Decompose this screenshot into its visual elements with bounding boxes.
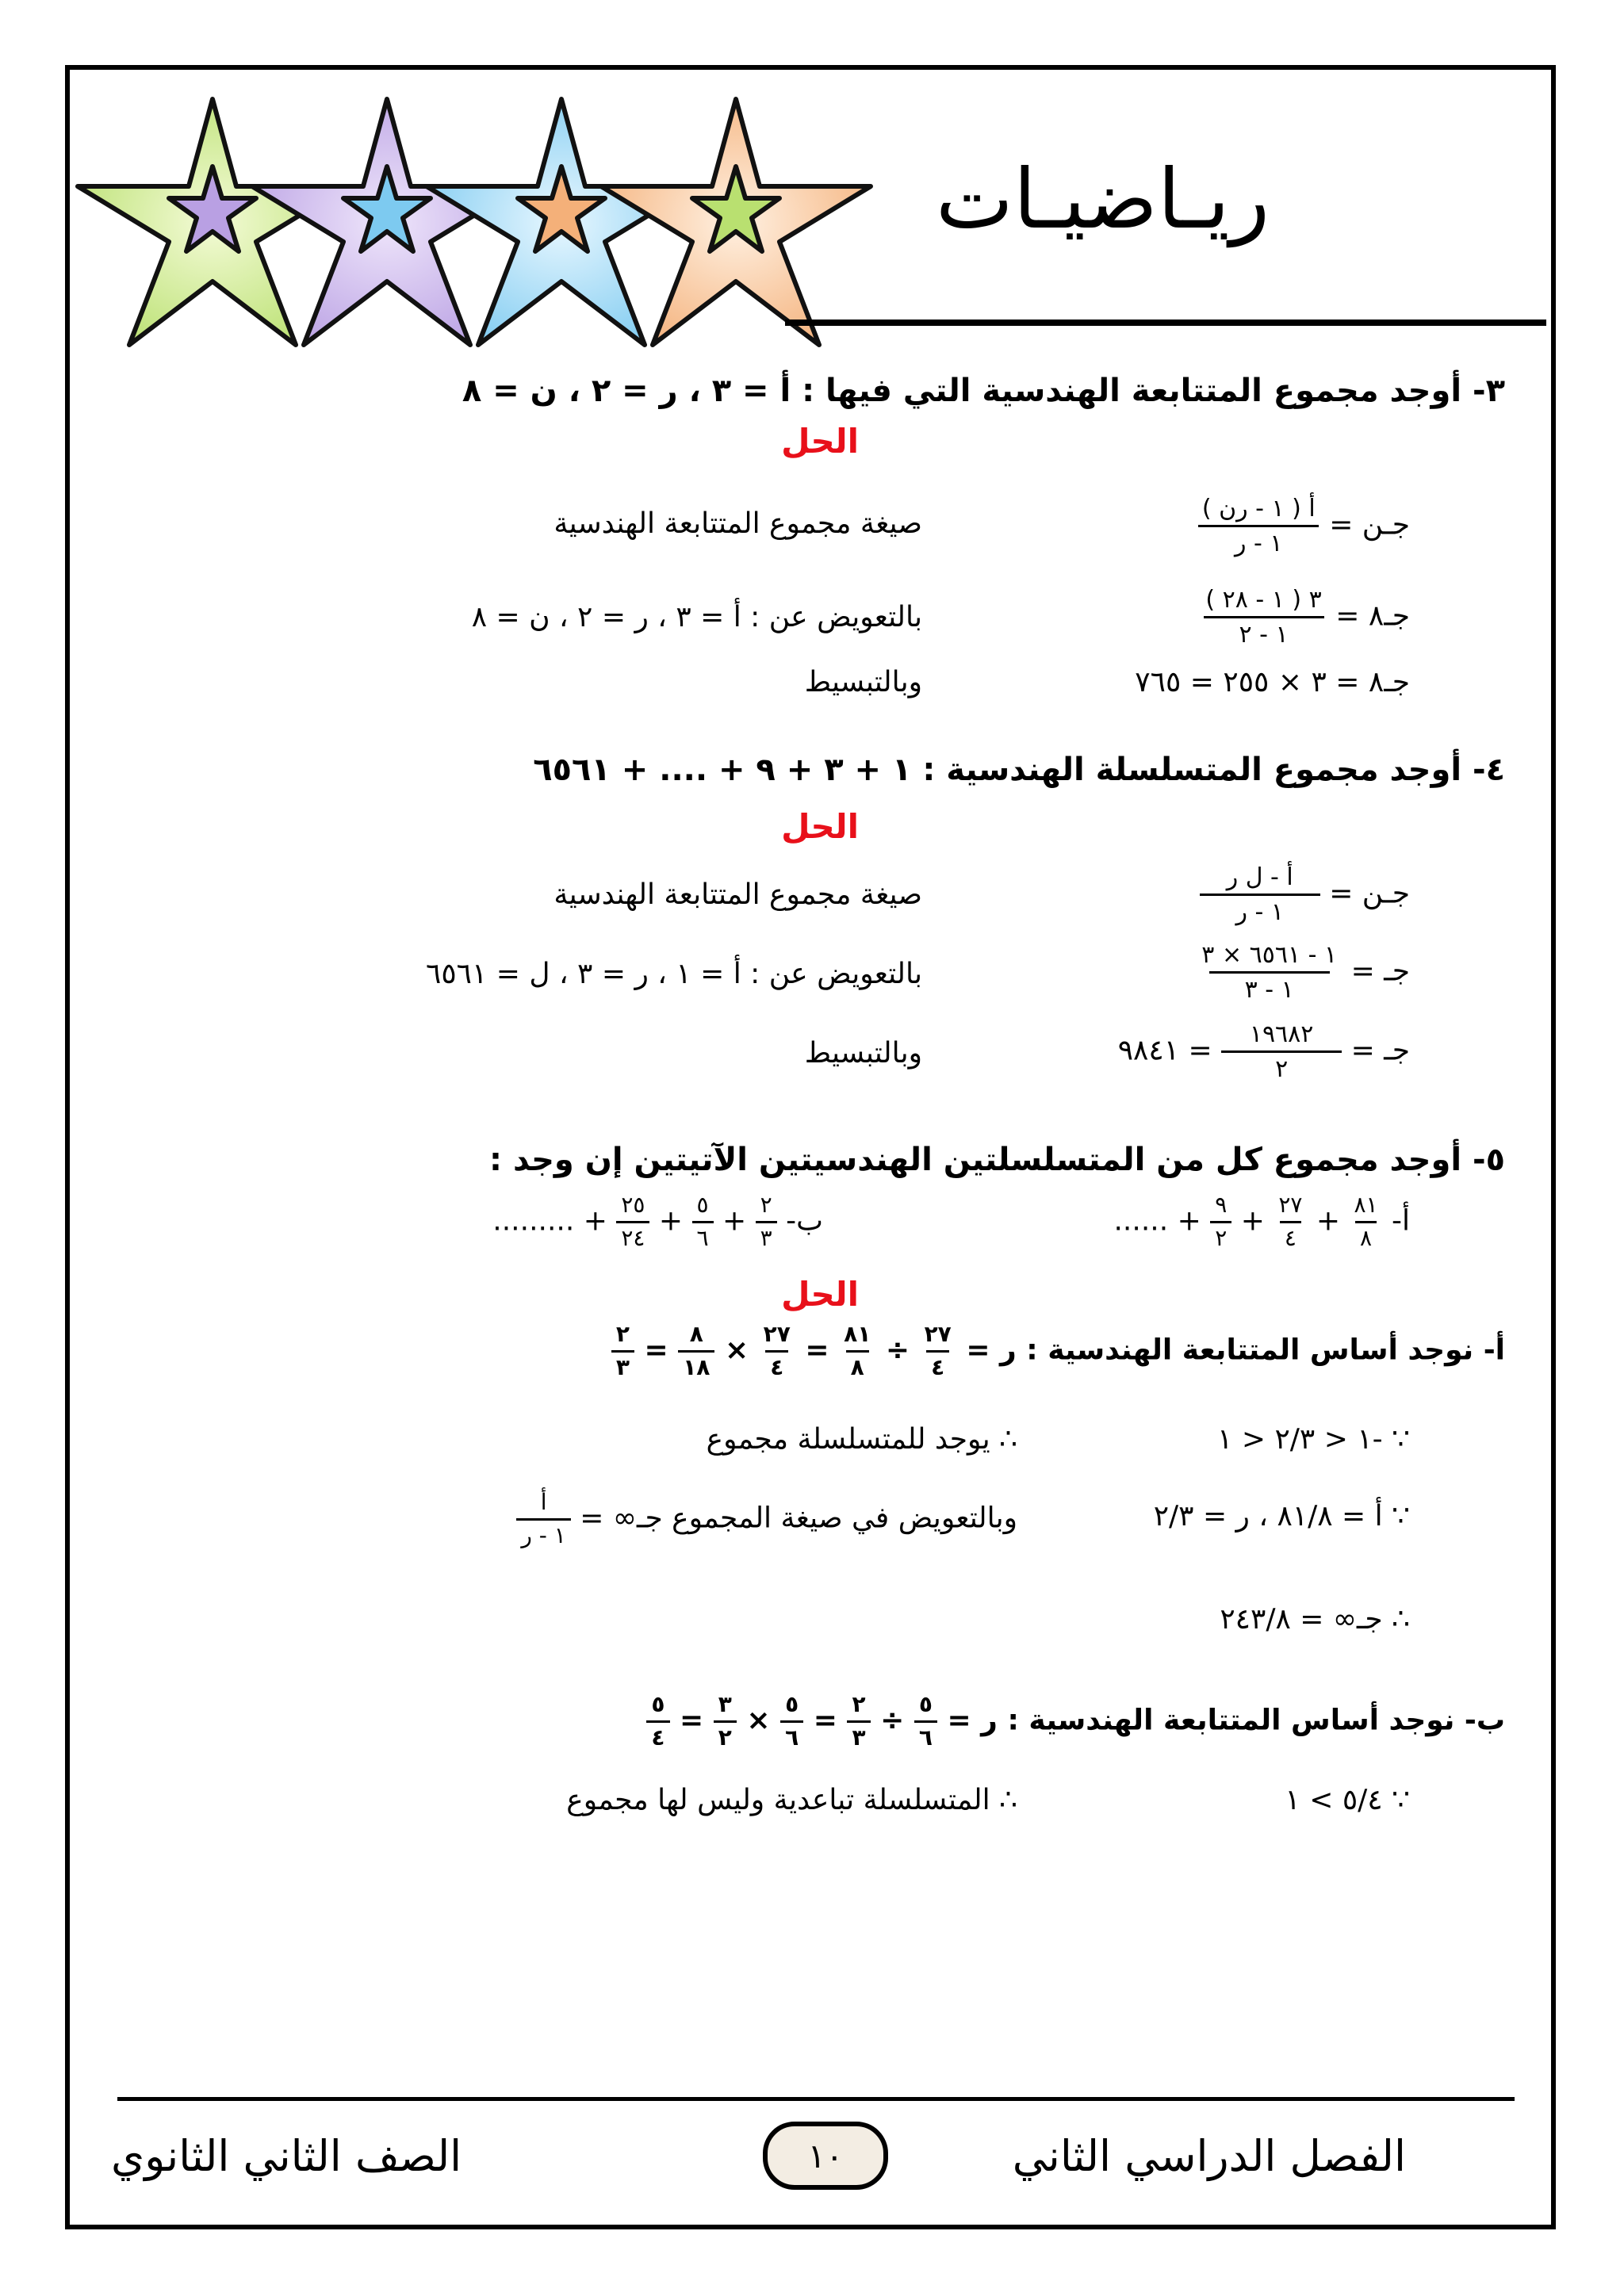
fraction: $\frac{\text{أ}}{\text{١ - ر}}$ xyxy=(516,1490,570,1548)
fraction: $\frac{٢}{٣}$ xyxy=(756,1193,777,1251)
title-divider xyxy=(785,320,1546,326)
a-substitution-label: وبالتعويض في صيغة المجموع جـ∞ = xyxy=(580,1502,1017,1535)
fraction: $\frac{٢٧}{٤}$ xyxy=(1278,1192,1303,1251)
question-5: ٥- أوجد مجموع كل من المتسلسلتين الهندسيتين الآتيتين إن وجد : xyxy=(489,1142,1505,1178)
q4-note-substitution: بالتعويض عن : أ = ١ ، ر = ٣ ، ل = ٦٥٦١ xyxy=(425,958,922,990)
q4-substitution xyxy=(1197,942,1410,1003)
fraction: $\frac{٩}{٢}$ xyxy=(1210,1193,1231,1251)
a-conclusion: ∴ يوجد للمتسلسلة مجموع xyxy=(706,1423,1017,1456)
q3-result: جـ٨ = ٣ × ٢٥٥ = ٧٦٥ xyxy=(1135,666,1410,698)
page-number-text: ١٠ xyxy=(807,2136,844,2175)
solution-label-5: الحل xyxy=(781,1275,859,1314)
q3-formula xyxy=(1197,496,1410,557)
q4-note-formula: صيغة مجموع المتتابعة الهندسية xyxy=(553,878,922,911)
series-b: ب- $\frac{٢}{٣}$ + $\frac{٥}{٦}$ + $\frac{٢٥}{٢٤}$ + ......... xyxy=(492,1192,823,1251)
footer-grade: الصف الثاني الثانوي xyxy=(111,2131,462,2181)
operator: = xyxy=(805,1334,829,1367)
q4-formula-lhs: جـن = xyxy=(1329,877,1410,910)
question-3: ٣- أوجد مجموع المتتابعة الهندسية التي فيها : أ = ٣ ، ر = ٢ ، ن = ٨ xyxy=(462,373,1505,409)
solution-label-3: الحل xyxy=(781,422,859,461)
series-a-label: أ- xyxy=(1392,1204,1410,1238)
operator: × xyxy=(746,1704,771,1737)
fraction: $\frac{\text{أ ( ١ - رن )}}{\text{١ - ر}}$ xyxy=(1197,496,1320,557)
series-a-tail: + ...... xyxy=(1113,1204,1201,1238)
q4-result-lhs: جـ = xyxy=(1350,1034,1410,1067)
fraction: $\frac{٨١}{٨}$ xyxy=(844,1321,871,1380)
fraction: $\frac{٢٥}{٢٤}$ xyxy=(616,1193,649,1251)
fraction: $\frac{٥}{٦}$ xyxy=(692,1193,714,1251)
b-ratio-line xyxy=(646,1693,1505,1751)
series-b-label: ب- xyxy=(786,1204,823,1238)
q4-sub-lhs: جـ = xyxy=(1350,955,1410,988)
fraction: $\frac{٨١}{٨}$ xyxy=(1354,1192,1378,1251)
q4-result xyxy=(1118,1021,1410,1082)
question-4: ٤- أوجد مجموع المتسلسلة الهندسية : ١ + ٣ + ٩ + .... + ٦٥٦١ xyxy=(533,752,1505,788)
a-ratio-line xyxy=(611,1322,1505,1380)
q4-result-rhs: = ٩٨٤١ xyxy=(1117,1034,1212,1067)
q3-note-simplify: وبالتبسيط xyxy=(804,666,922,698)
fraction: $\frac{٢}{٣}$ xyxy=(847,1693,870,1751)
decorative-stars-icon xyxy=(70,83,902,369)
fraction: $\frac{٨}{١٨}$ xyxy=(678,1322,714,1380)
series-a: أ- $\frac{٨١}{٨}$ + $\frac{٢٧}{٤}$ + $\frac{٩}{٢}$ + ...... xyxy=(1113,1192,1410,1251)
q4-formula xyxy=(1200,864,1410,925)
q4-note-simplify: وبالتبسيط xyxy=(804,1037,922,1070)
operator: = xyxy=(644,1334,668,1367)
a-values: ∵ أ = ٨١/٨ ، ر = ٢/٣ xyxy=(1153,1500,1410,1533)
a-result: ∴ جـ∞ = ٢٤٣/٨ xyxy=(1220,1603,1410,1636)
fraction: $\frac{٥}{٦}$ xyxy=(914,1693,937,1751)
q3-sub-lhs: جـ٨ = xyxy=(1335,599,1410,633)
a-substitution xyxy=(516,1490,1017,1548)
operator: = xyxy=(813,1704,837,1737)
fraction: $\frac{٢}{٣}$ xyxy=(611,1322,634,1380)
fraction: $\frac{٢٧}{٤}$ xyxy=(924,1321,952,1380)
q3-formula-lhs: جـن = xyxy=(1329,508,1410,541)
page-title: ريـاضيـات xyxy=(936,151,1270,247)
solution-label-4: الحل xyxy=(781,807,859,846)
fraction: $\frac{٥}{٦}$ xyxy=(780,1693,803,1751)
fraction: $\frac{٥}{٤}$ xyxy=(646,1693,669,1751)
operator: × xyxy=(724,1334,749,1367)
fraction: $\frac{٣ ( ١ - ٢٨ )}{١ - ٢}$ xyxy=(1201,587,1326,648)
b-condition: ∵ ٥/٤ > ١ xyxy=(1285,1784,1410,1816)
series-b-tail: + ......... xyxy=(492,1204,607,1238)
footer-divider xyxy=(117,2097,1515,2101)
b-conclusion: ∴ المتسلسلة تباعدية وليس لها مجموع xyxy=(566,1784,1017,1816)
fraction: $\frac{١ - ٦٥٦١ \times ٣}{١ - ٣}$ xyxy=(1201,941,1338,1004)
operator: ÷ xyxy=(880,1704,905,1737)
a-ratio-label: أ- نوجد أساس المتتابعة الهندسية : ر = xyxy=(966,1334,1505,1367)
q3-substitution xyxy=(1201,587,1410,648)
a-condition: ∵ -١ < ٢/٣ < ١ xyxy=(1217,1423,1410,1456)
page-number xyxy=(763,2122,888,2190)
operator: ÷ xyxy=(885,1334,910,1367)
operator: = xyxy=(680,1704,704,1737)
fraction: $\frac{٣}{٢}$ xyxy=(714,1693,737,1751)
q3-note-formula: صيغة مجموع المتتابعة الهندسية xyxy=(553,507,922,540)
q3-note-substitution: بالتعويض عن : أ = ٣ ، ر = ٢ ، ن = ٨ xyxy=(471,601,922,633)
footer-term: الفصل الدراسي الثاني xyxy=(1012,2131,1406,2181)
fraction: $\frac{٢٧}{٤}$ xyxy=(763,1321,791,1380)
fraction: $\frac{\text{أ - ل ر}}{\text{١ - ر}}$ xyxy=(1200,864,1320,925)
fraction: $\frac{١٩٦٨٢}{٢}$ xyxy=(1221,1021,1342,1082)
b-ratio-label: ب- نوجد أساس المتتابعة الهندسية : ر = xyxy=(947,1704,1505,1737)
